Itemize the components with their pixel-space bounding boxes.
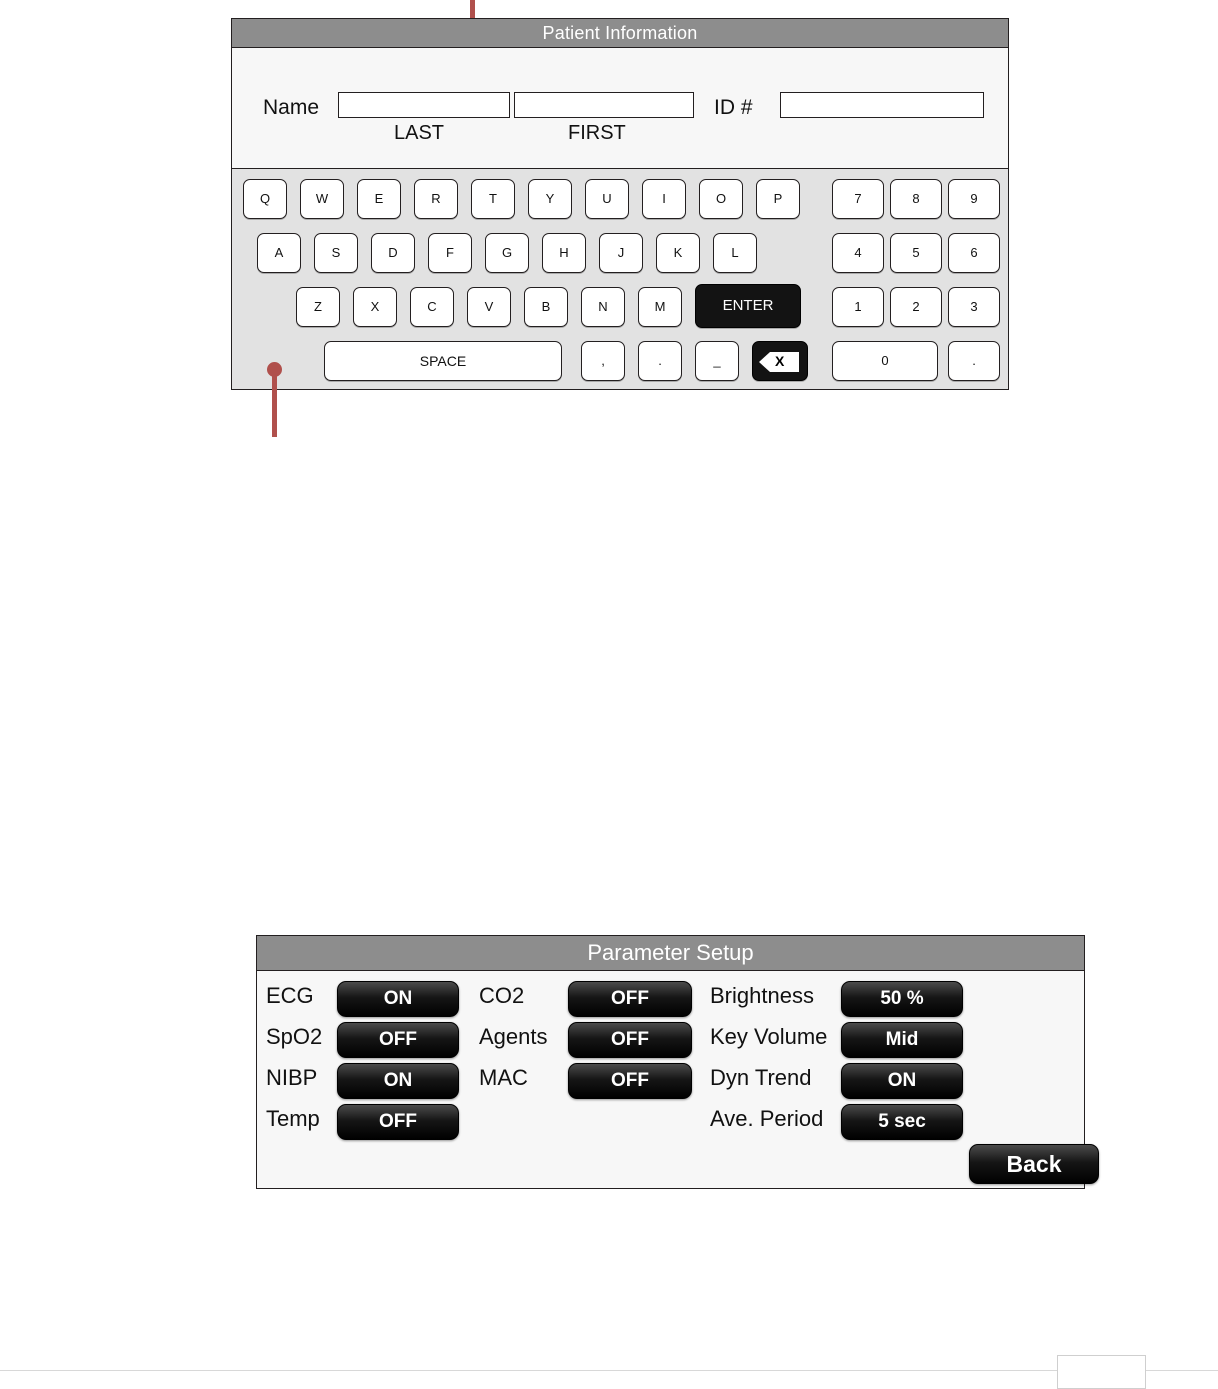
name-label: Name (263, 96, 320, 119)
label-key-volume: Key Volume (710, 1024, 828, 1049)
last-name-sublabel: LAST (394, 122, 445, 144)
toggle-temp[interactable]: OFF (337, 1104, 459, 1140)
value-key-volume[interactable]: Mid (841, 1022, 963, 1058)
parameter-setup-body (257, 971, 1084, 1188)
key-num-7[interactable]: 7 (832, 179, 884, 219)
label-dyn-trend: Dyn Trend (710, 1065, 812, 1090)
last-name-input[interactable] (338, 92, 510, 118)
key-o[interactable]: O (699, 179, 743, 219)
key-w[interactable]: W (300, 179, 344, 219)
key-c[interactable]: C (410, 287, 454, 327)
backspace-icon (759, 350, 801, 374)
key-comma[interactable]: , (581, 341, 625, 381)
key-a[interactable]: A (257, 233, 301, 273)
page-title: Patient Information (232, 19, 1008, 48)
key-num-8[interactable]: 8 (890, 179, 942, 219)
key-v[interactable]: V (467, 287, 511, 327)
key-num-0[interactable]: 0 (832, 341, 938, 381)
key-num-3[interactable]: 3 (948, 287, 1000, 327)
back-button[interactable]: Back (969, 1144, 1099, 1184)
key-h[interactable]: H (542, 233, 586, 273)
first-name-sublabel: FIRST (568, 122, 626, 144)
patient-information-panel (231, 18, 1009, 390)
label-mac: MAC (479, 1065, 528, 1090)
key-num-1[interactable]: 1 (832, 287, 884, 327)
first-name-input[interactable] (514, 92, 694, 118)
toggle-nibp[interactable]: ON (337, 1063, 459, 1099)
label-spo2: SpO2 (266, 1024, 323, 1049)
key-i[interactable]: I (642, 179, 686, 219)
key-f[interactable]: F (428, 233, 472, 273)
key-p[interactable]: P (756, 179, 800, 219)
key-z[interactable]: Z (296, 287, 340, 327)
key-underscore[interactable]: _ (695, 341, 739, 381)
parameter-setup-panel (256, 935, 1085, 1189)
key-g[interactable]: G (485, 233, 529, 273)
key-num-6[interactable]: 6 (948, 233, 1000, 273)
id-label: ID # (714, 96, 753, 119)
key-enter[interactable]: ENTER (695, 284, 801, 328)
label-nibp: NIBP (266, 1065, 318, 1090)
label-agents: Agents (479, 1024, 548, 1049)
toggle-co2[interactable]: OFF (568, 981, 692, 1017)
key-num-9[interactable]: 9 (948, 179, 1000, 219)
key-m[interactable]: M (638, 287, 682, 327)
callout-line-bottom (272, 369, 277, 437)
key-l[interactable]: L (713, 233, 757, 273)
label-co2: CO2 (479, 983, 525, 1008)
key-r[interactable]: R (414, 179, 458, 219)
key-num-5[interactable]: 5 (890, 233, 942, 273)
patient-fields-area (232, 48, 1008, 169)
value-brightness[interactable]: 50 % (841, 981, 963, 1017)
toggle-agents[interactable]: OFF (568, 1022, 692, 1058)
key-num-decimal[interactable]: . (948, 341, 1000, 381)
key-b[interactable]: B (524, 287, 568, 327)
key-num-4[interactable]: 4 (832, 233, 884, 273)
key-s[interactable]: S (314, 233, 358, 273)
key-space[interactable]: SPACE (324, 341, 562, 381)
page-footer-box (1057, 1355, 1146, 1389)
page-divider (0, 1370, 1218, 1371)
value-dyn-trend[interactable]: ON (841, 1063, 963, 1099)
key-k[interactable]: K (656, 233, 700, 273)
label-ecg: ECG (266, 983, 314, 1008)
key-period[interactable]: . (638, 341, 682, 381)
label-brightness: Brightness (710, 983, 814, 1008)
key-d[interactable]: D (371, 233, 415, 273)
key-x[interactable]: X (353, 287, 397, 327)
label-ave-period: Ave. Period (710, 1106, 824, 1131)
parameter-setup-title: Parameter Setup (257, 936, 1084, 971)
key-t[interactable]: T (471, 179, 515, 219)
key-q[interactable]: Q (243, 179, 287, 219)
label-temp: Temp (266, 1106, 320, 1131)
value-ave-period[interactable]: 5 sec (841, 1104, 963, 1140)
on-screen-keyboard (232, 169, 1008, 389)
key-num-2[interactable]: 2 (890, 287, 942, 327)
key-y[interactable]: Y (528, 179, 572, 219)
key-n[interactable]: N (581, 287, 625, 327)
toggle-ecg[interactable]: ON (337, 981, 459, 1017)
id-input[interactable] (780, 92, 984, 118)
key-e[interactable]: E (357, 179, 401, 219)
toggle-spo2[interactable]: OFF (337, 1022, 459, 1058)
key-u[interactable]: U (585, 179, 629, 219)
toggle-mac[interactable]: OFF (568, 1063, 692, 1099)
delete-label: X (775, 352, 785, 369)
key-delete[interactable] (752, 341, 808, 381)
key-j[interactable]: J (599, 233, 643, 273)
